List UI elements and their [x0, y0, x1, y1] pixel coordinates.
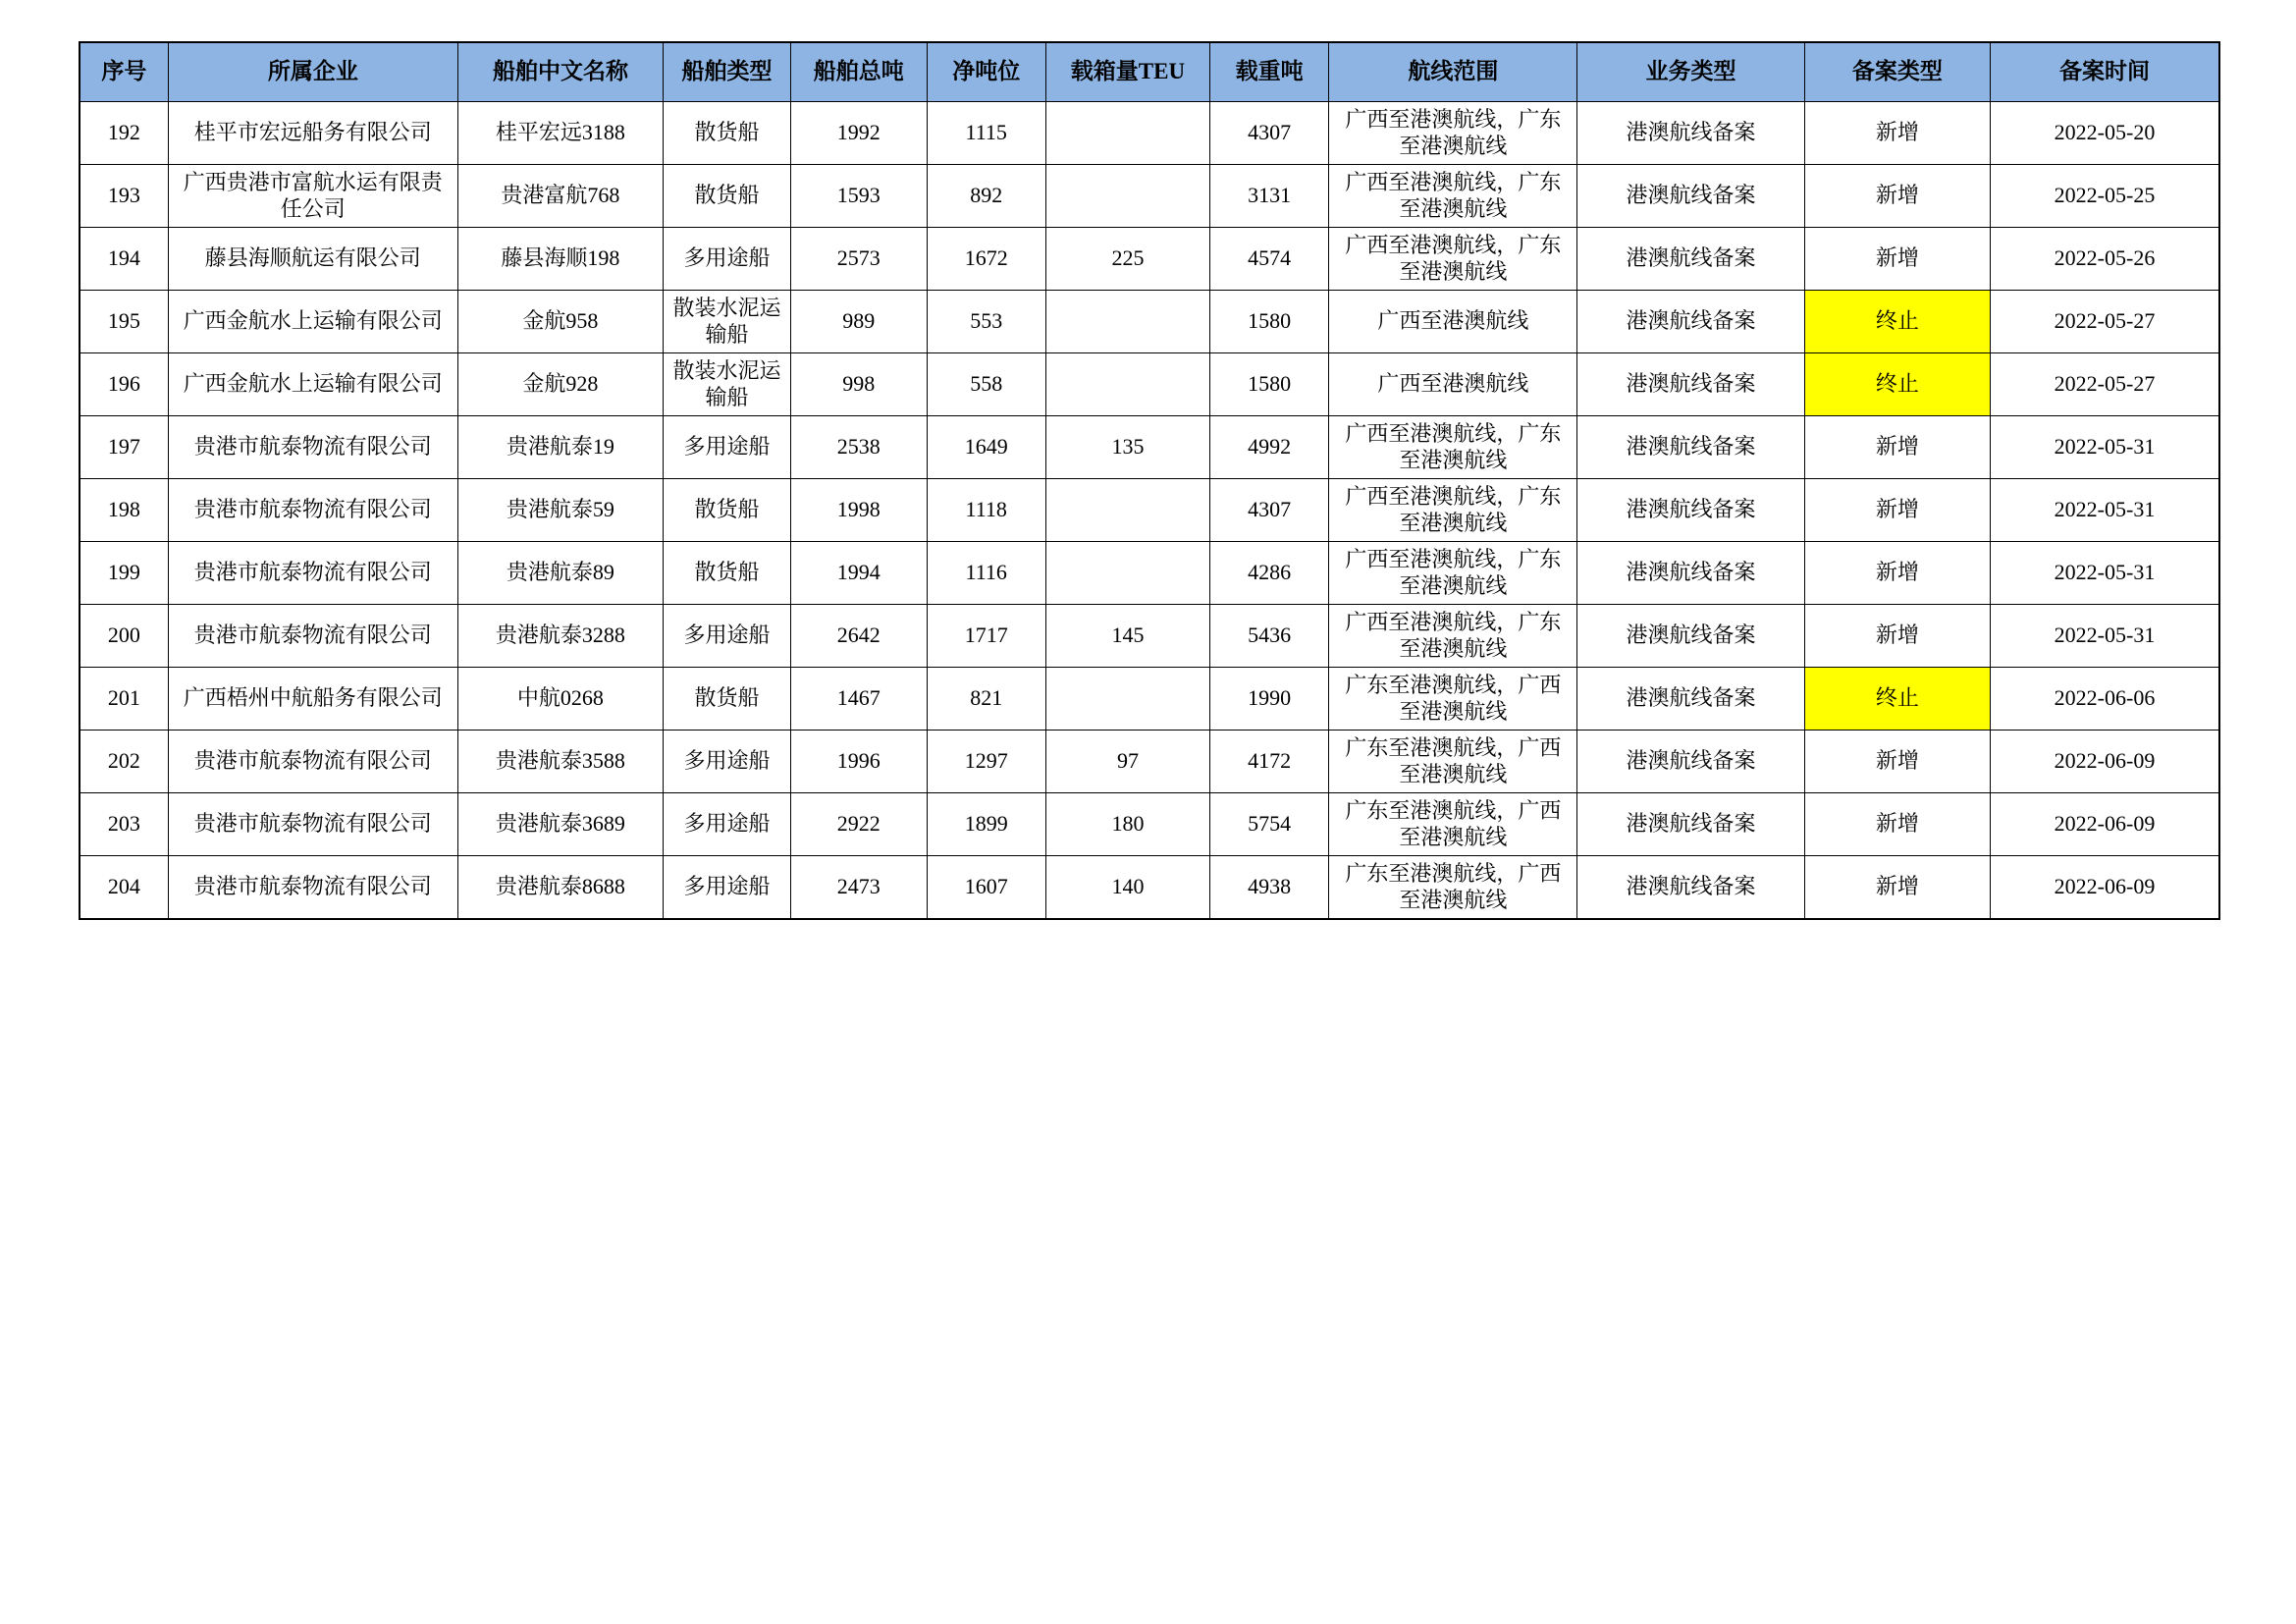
cell-seq: 193: [80, 164, 168, 227]
cell-record-date: 2022-05-20: [1991, 101, 2220, 164]
cell-business-type: 港澳航线备案: [1577, 352, 1804, 415]
cell-enterprise: 贵港市航泰物流有限公司: [168, 792, 457, 855]
cell-net-tonnage: 821: [927, 667, 1045, 730]
table-row: [80, 227, 2219, 290]
table-row: [80, 792, 2219, 855]
cell-business-type: 港澳航线备案: [1577, 792, 1804, 855]
cell-business-type: 港澳航线备案: [1577, 855, 1804, 919]
column-header-route: 航线范围: [1329, 42, 1577, 101]
cell-ship-name: 贵港航泰8688: [457, 855, 663, 919]
cell-record-date: 2022-06-09: [1991, 855, 2220, 919]
cell-seq: 192: [80, 101, 168, 164]
cell-teu: 97: [1045, 730, 1209, 792]
table-row: [80, 541, 2219, 604]
cell-gross-tonnage: 1994: [790, 541, 927, 604]
cell-route: 广东至港澳航线，广西至港澳航线: [1329, 792, 1577, 855]
cell-record-date: 2022-06-06: [1991, 667, 2220, 730]
cell-deadweight: 3131: [1210, 164, 1329, 227]
cell-seq: 194: [80, 227, 168, 290]
column-header-gross-tonnage: 船舶总吨: [790, 42, 927, 101]
cell-record-date: 2022-06-09: [1991, 730, 2220, 792]
cell-record-date: 2022-05-25: [1991, 164, 2220, 227]
cell-route: 广西至港澳航线，广东至港澳航线: [1329, 604, 1577, 667]
cell-teu: 140: [1045, 855, 1209, 919]
cell-record-type: 新增: [1804, 541, 1990, 604]
column-header-ship-type: 船舶类型: [664, 42, 791, 101]
column-header-record-type: 备案类型: [1804, 42, 1990, 101]
cell-gross-tonnage: 2642: [790, 604, 927, 667]
cell-seq: 202: [80, 730, 168, 792]
cell-gross-tonnage: 2573: [790, 227, 927, 290]
cell-route: 广东至港澳航线，广西至港澳航线: [1329, 730, 1577, 792]
cell-ship-name: 藤县海顺198: [457, 227, 663, 290]
cell-ship-name: 贵港航泰89: [457, 541, 663, 604]
cell-record-type: 新增: [1804, 164, 1990, 227]
cell-net-tonnage: 558: [927, 352, 1045, 415]
cell-record-type: 新增: [1804, 101, 1990, 164]
cell-business-type: 港澳航线备案: [1577, 667, 1804, 730]
cell-ship-name: 贵港航泰59: [457, 478, 663, 541]
cell-ship-type: 多用途船: [664, 730, 791, 792]
cell-route: 广东至港澳航线，广西至港澳航线: [1329, 855, 1577, 919]
cell-seq: 197: [80, 415, 168, 478]
cell-ship-type: 散货船: [664, 101, 791, 164]
cell-route: 广西至港澳航线: [1329, 352, 1577, 415]
table-row: [80, 101, 2219, 164]
cell-record-type: 新增: [1804, 227, 1990, 290]
cell-deadweight: 4574: [1210, 227, 1329, 290]
cell-net-tonnage: 1649: [927, 415, 1045, 478]
cell-deadweight: 4938: [1210, 855, 1329, 919]
cell-business-type: 港澳航线备案: [1577, 541, 1804, 604]
column-header-ship-name: 船舶中文名称: [457, 42, 663, 101]
cell-deadweight: 4172: [1210, 730, 1329, 792]
ship-record-table: [79, 41, 2220, 920]
column-header-business-type: 业务类型: [1577, 42, 1804, 101]
cell-ship-type: 多用途船: [664, 792, 791, 855]
cell-ship-name: 中航0268: [457, 667, 663, 730]
cell-ship-type: 散装水泥运输船: [664, 352, 791, 415]
cell-record-type: 终止: [1804, 352, 1990, 415]
cell-gross-tonnage: 1992: [790, 101, 927, 164]
table-row: [80, 604, 2219, 667]
cell-enterprise: 贵港市航泰物流有限公司: [168, 730, 457, 792]
cell-record-type: 新增: [1804, 855, 1990, 919]
cell-record-date: 2022-05-31: [1991, 604, 2220, 667]
cell-record-date: 2022-05-26: [1991, 227, 2220, 290]
cell-route: 广西至港澳航线，广东至港澳航线: [1329, 164, 1577, 227]
cell-deadweight: 4307: [1210, 101, 1329, 164]
table-row: [80, 352, 2219, 415]
cell-teu: [1045, 541, 1209, 604]
column-header-teu: 载箱量TEU: [1045, 42, 1209, 101]
cell-enterprise: 贵港市航泰物流有限公司: [168, 478, 457, 541]
cell-business-type: 港澳航线备案: [1577, 478, 1804, 541]
cell-gross-tonnage: 998: [790, 352, 927, 415]
cell-enterprise: 贵港市航泰物流有限公司: [168, 604, 457, 667]
cell-ship-type: 散货船: [664, 478, 791, 541]
cell-seq: 203: [80, 792, 168, 855]
cell-record-date: 2022-05-27: [1991, 290, 2220, 352]
cell-business-type: 港澳航线备案: [1577, 227, 1804, 290]
cell-deadweight: 4286: [1210, 541, 1329, 604]
cell-ship-name: 贵港航泰3689: [457, 792, 663, 855]
cell-ship-type: 多用途船: [664, 227, 791, 290]
cell-seq: 199: [80, 541, 168, 604]
table-row: [80, 164, 2219, 227]
column-header-deadweight: 载重吨: [1210, 42, 1329, 101]
cell-route: 广西至港澳航线，广东至港澳航线: [1329, 101, 1577, 164]
cell-seq: 196: [80, 352, 168, 415]
cell-ship-type: 散货船: [664, 667, 791, 730]
cell-enterprise: 贵港市航泰物流有限公司: [168, 541, 457, 604]
cell-ship-type: 散装水泥运输船: [664, 290, 791, 352]
cell-deadweight: 1580: [1210, 290, 1329, 352]
column-header-record-date: 备案时间: [1991, 42, 2220, 101]
cell-record-type: 新增: [1804, 730, 1990, 792]
cell-route: 广西至港澳航线，广东至港澳航线: [1329, 415, 1577, 478]
cell-route: 广西至港澳航线，广东至港澳航线: [1329, 478, 1577, 541]
cell-gross-tonnage: 2473: [790, 855, 927, 919]
cell-teu: [1045, 478, 1209, 541]
cell-record-date: 2022-05-31: [1991, 415, 2220, 478]
cell-ship-name: 贵港航泰3288: [457, 604, 663, 667]
table-header-row: [80, 42, 2219, 101]
cell-teu: [1045, 352, 1209, 415]
cell-record-date: 2022-05-27: [1991, 352, 2220, 415]
cell-route: 广西至港澳航线，广东至港澳航线: [1329, 541, 1577, 604]
cell-enterprise: 广西贵港市富航水运有限责任公司: [168, 164, 457, 227]
cell-ship-type: 散货船: [664, 541, 791, 604]
cell-teu: 145: [1045, 604, 1209, 667]
cell-enterprise: 广西梧州中航船务有限公司: [168, 667, 457, 730]
cell-seq: 201: [80, 667, 168, 730]
cell-deadweight: 1580: [1210, 352, 1329, 415]
cell-record-type: 新增: [1804, 604, 1990, 667]
cell-record-date: 2022-05-31: [1991, 541, 2220, 604]
cell-seq: 204: [80, 855, 168, 919]
table-row: [80, 415, 2219, 478]
cell-enterprise: 广西金航水上运输有限公司: [168, 290, 457, 352]
cell-seq: 200: [80, 604, 168, 667]
column-header-seq: 序号: [80, 42, 168, 101]
cell-gross-tonnage: 1467: [790, 667, 927, 730]
cell-net-tonnage: 1717: [927, 604, 1045, 667]
cell-business-type: 港澳航线备案: [1577, 730, 1804, 792]
cell-business-type: 港澳航线备案: [1577, 415, 1804, 478]
cell-enterprise: 桂平市宏远船务有限公司: [168, 101, 457, 164]
cell-ship-name: 贵港富航768: [457, 164, 663, 227]
cell-teu: [1045, 290, 1209, 352]
table-row: [80, 478, 2219, 541]
cell-ship-name: 贵港航泰19: [457, 415, 663, 478]
column-header-enterprise: 所属企业: [168, 42, 457, 101]
cell-business-type: 港澳航线备案: [1577, 101, 1804, 164]
cell-net-tonnage: 1672: [927, 227, 1045, 290]
table-row: [80, 855, 2219, 919]
cell-net-tonnage: 1607: [927, 855, 1045, 919]
cell-seq: 195: [80, 290, 168, 352]
table-row: [80, 730, 2219, 792]
cell-gross-tonnage: 1998: [790, 478, 927, 541]
cell-ship-type: 多用途船: [664, 855, 791, 919]
cell-deadweight: 4992: [1210, 415, 1329, 478]
cell-teu: 225: [1045, 227, 1209, 290]
cell-record-type: 新增: [1804, 792, 1990, 855]
cell-ship-name: 金航928: [457, 352, 663, 415]
cell-gross-tonnage: 1593: [790, 164, 927, 227]
table-body: [80, 101, 2219, 919]
cell-teu: [1045, 101, 1209, 164]
cell-deadweight: 5754: [1210, 792, 1329, 855]
cell-net-tonnage: 1118: [927, 478, 1045, 541]
cell-net-tonnage: 553: [927, 290, 1045, 352]
cell-business-type: 港澳航线备案: [1577, 290, 1804, 352]
cell-net-tonnage: 1297: [927, 730, 1045, 792]
cell-net-tonnage: 892: [927, 164, 1045, 227]
cell-seq: 198: [80, 478, 168, 541]
cell-gross-tonnage: 1996: [790, 730, 927, 792]
cell-route: 广西至港澳航线，广东至港澳航线: [1329, 227, 1577, 290]
cell-net-tonnage: 1899: [927, 792, 1045, 855]
cell-record-date: 2022-06-09: [1991, 792, 2220, 855]
cell-deadweight: 4307: [1210, 478, 1329, 541]
cell-net-tonnage: 1115: [927, 101, 1045, 164]
cell-gross-tonnage: 2922: [790, 792, 927, 855]
cell-record-type: 新增: [1804, 415, 1990, 478]
cell-record-type: 新增: [1804, 478, 1990, 541]
column-header-net-tonnage: 净吨位: [927, 42, 1045, 101]
cell-teu: 180: [1045, 792, 1209, 855]
cell-business-type: 港澳航线备案: [1577, 604, 1804, 667]
table-row: [80, 290, 2219, 352]
cell-deadweight: 5436: [1210, 604, 1329, 667]
cell-record-type: 终止: [1804, 290, 1990, 352]
cell-ship-name: 金航958: [457, 290, 663, 352]
cell-net-tonnage: 1116: [927, 541, 1045, 604]
cell-route: 广东至港澳航线，广西至港澳航线: [1329, 667, 1577, 730]
cell-ship-type: 多用途船: [664, 604, 791, 667]
cell-route: 广西至港澳航线: [1329, 290, 1577, 352]
cell-teu: [1045, 667, 1209, 730]
cell-enterprise: 藤县海顺航运有限公司: [168, 227, 457, 290]
cell-ship-name: 桂平宏远3188: [457, 101, 663, 164]
cell-ship-type: 多用途船: [664, 415, 791, 478]
cell-teu: 135: [1045, 415, 1209, 478]
table-header: [80, 42, 2219, 101]
cell-ship-name: 贵港航泰3588: [457, 730, 663, 792]
table-row: [80, 667, 2219, 730]
cell-business-type: 港澳航线备案: [1577, 164, 1804, 227]
cell-teu: [1045, 164, 1209, 227]
cell-enterprise: 贵港市航泰物流有限公司: [168, 415, 457, 478]
cell-record-date: 2022-05-31: [1991, 478, 2220, 541]
cell-gross-tonnage: 2538: [790, 415, 927, 478]
cell-ship-type: 散货船: [664, 164, 791, 227]
cell-enterprise: 广西金航水上运输有限公司: [168, 352, 457, 415]
cell-deadweight: 1990: [1210, 667, 1329, 730]
cell-enterprise: 贵港市航泰物流有限公司: [168, 855, 457, 919]
cell-gross-tonnage: 989: [790, 290, 927, 352]
cell-record-type: 终止: [1804, 667, 1990, 730]
